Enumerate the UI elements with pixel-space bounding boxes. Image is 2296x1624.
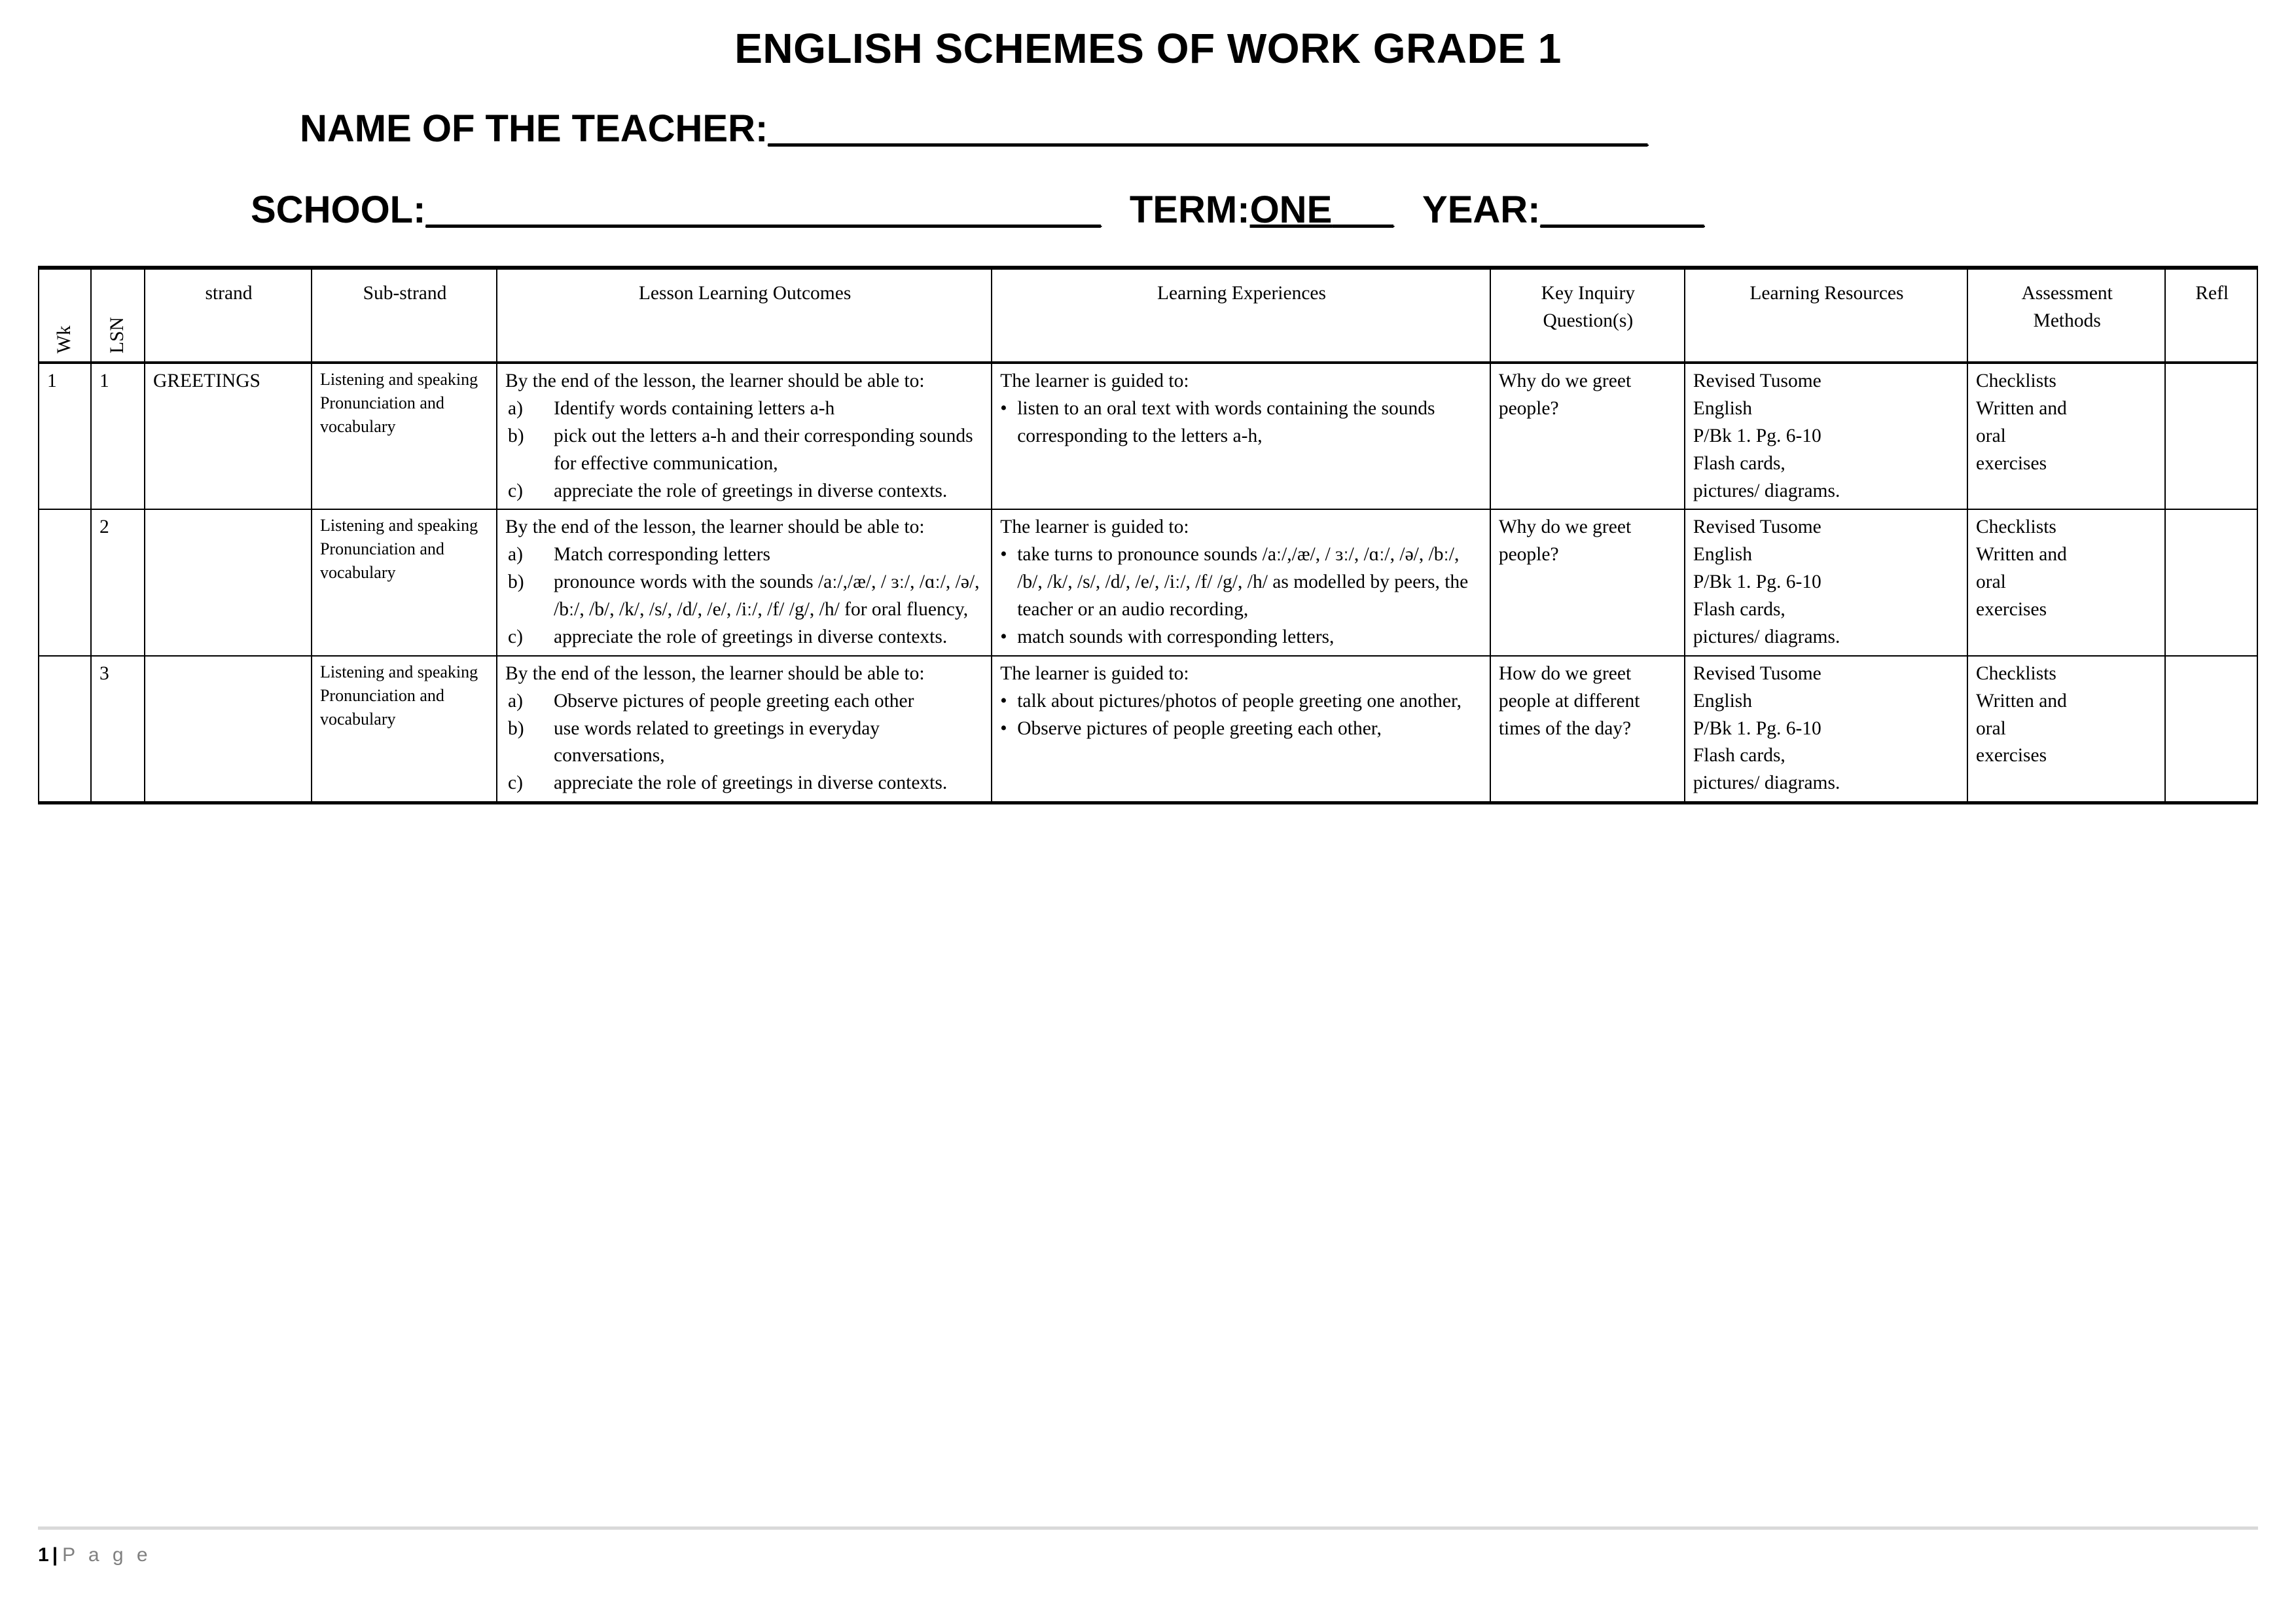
- cell-week: [39, 656, 91, 803]
- year-blank[interactable]: ________: [1540, 189, 1704, 231]
- cell-learning-outcomes: [497, 363, 992, 509]
- cell-learning-outcomes: [497, 656, 992, 803]
- cell-learning-resources: [1685, 509, 1967, 655]
- column-header-inquiry: Key Inquiry Question(s): [1490, 268, 1685, 363]
- outcome-marker: c): [508, 480, 523, 501]
- experience-item: • Observe pictures of people greeting each other,: [1000, 715, 1483, 743]
- column-header-resources: Learning Resources: [1685, 268, 1967, 363]
- outcome-marker: a): [508, 397, 523, 419]
- experience-item: • match sounds with corresponding letters,: [1000, 624, 1483, 651]
- outcome-item: c) appreciate the role of greetings in diverse contexts.: [505, 624, 984, 651]
- outcomes-lead: By the end of the lesson, the learner should be able to:: [505, 662, 925, 684]
- footer-separator: |: [52, 1544, 59, 1566]
- outcome-marker: a): [508, 544, 523, 566]
- experiences-list: [1000, 541, 1483, 651]
- bullet-icon: •: [1000, 690, 1007, 712]
- schemes-of-work-table: [38, 266, 2258, 804]
- column-header-experiences: Learning Experiences: [992, 268, 1490, 363]
- assessment-line: Checklists: [1976, 516, 2056, 538]
- assessment-line: Written and: [1976, 690, 2067, 712]
- cell-key-inquiry-question: How do we greet people at different times of the day?: [1490, 656, 1685, 803]
- resource-line: Revised Tusome: [1693, 516, 1821, 538]
- assessment-line: Written and: [1976, 397, 2067, 419]
- outcome-item: a) Match corresponding letters: [505, 541, 984, 569]
- footer-page-word: P a g e: [62, 1544, 152, 1566]
- cell-lesson: 2: [91, 509, 145, 655]
- cell-assessment-methods: [1967, 509, 2165, 655]
- footer-page-number: 1: [38, 1544, 50, 1566]
- table-row: [39, 509, 2257, 655]
- cell-lesson: 1: [91, 363, 145, 509]
- cell-lesson: 3: [91, 656, 145, 803]
- teacher-field-line: [38, 69, 2258, 148]
- outcome-marker: b): [508, 571, 524, 593]
- resource-line: English: [1693, 544, 1753, 566]
- resource-line: Flash cards,: [1693, 452, 1785, 474]
- assessment-line: oral: [1976, 571, 2006, 593]
- cell-learning-experiences: [992, 656, 1490, 803]
- experiences-list: [1000, 395, 1483, 450]
- column-header-refl: Refl: [2165, 268, 2257, 363]
- term-value[interactable]: ONE: [1249, 189, 1333, 231]
- teacher-label: NAME OF THE TEACHER:: [300, 107, 768, 150]
- term-label: TERM:: [1129, 189, 1250, 231]
- outcome-item: c) appreciate the role of greetings in diverse contexts.: [505, 478, 984, 505]
- resource-line: Flash cards,: [1693, 745, 1785, 767]
- column-header-assessment: Assessment Methods: [1967, 268, 2165, 363]
- cell-learning-experiences: [992, 363, 1490, 509]
- column-header-wk: Wk: [39, 268, 91, 363]
- bullet-icon: •: [1000, 544, 1007, 566]
- cell-learning-outcomes: [497, 509, 992, 655]
- school-blank[interactable]: _________________________________: [425, 189, 1101, 231]
- cell-key-inquiry-question: Why do we greet people?: [1490, 509, 1685, 655]
- cell-key-inquiry-question: Why do we greet people?: [1490, 363, 1685, 509]
- assessment-line: exercises: [1976, 452, 2047, 474]
- outcome-item: b) use words related to greetings in everyday conversations,: [505, 715, 984, 770]
- cell-substrand: Listening and speaking Pronunciation and vocabulary: [312, 656, 497, 803]
- outcomes-list: [505, 688, 984, 798]
- cell-refl: [2165, 363, 2257, 509]
- outcomes-lead: By the end of the lesson, the learner should be able to:: [505, 370, 925, 391]
- cell-strand: [145, 656, 312, 803]
- column-header-lsn: LSN: [91, 268, 145, 363]
- cell-assessment-methods: [1967, 363, 2165, 509]
- outcomes-list: [505, 541, 984, 651]
- year-label: YEAR:: [1422, 189, 1541, 231]
- table-row: [39, 363, 2257, 509]
- cell-strand: [145, 509, 312, 655]
- page-footer: [38, 1526, 2258, 1566]
- resource-line: English: [1693, 397, 1753, 419]
- cell-learning-experiences: [992, 509, 1490, 655]
- assessment-line: exercises: [1976, 745, 2047, 767]
- cell-assessment-methods: [1967, 656, 2165, 803]
- cell-week: 1: [39, 363, 91, 509]
- term-blank[interactable]: ___: [1332, 189, 1394, 231]
- outcome-marker: b): [508, 425, 524, 446]
- outcome-item: a) Observe pictures of people greeting each other: [505, 688, 984, 715]
- resource-line: Revised Tusome: [1693, 662, 1821, 684]
- cell-refl: [2165, 656, 2257, 803]
- experience-item: • take turns to pronounce sounds /aː/,/æ/, / ɜː/, /ɑː/, /ə/, /bː/, /b/, /k/, /s/, /d/, /e/, /iː/, /f/ /g/, /h/ as modelled by peers, the teacher or an audio recording,: [1000, 541, 1483, 624]
- experience-item: • listen to an oral text with words containing the sounds corresponding to the letters a-h,: [1000, 395, 1483, 450]
- cell-learning-resources: [1685, 363, 1967, 509]
- resource-line: P/Bk 1. Pg. 6-10: [1693, 717, 1821, 739]
- assessment-line: Checklists: [1976, 662, 2056, 684]
- assessment-line: Written and: [1976, 544, 2067, 566]
- assessment-line: oral: [1976, 717, 2006, 739]
- experience-item: • talk about pictures/photos of people greeting one another,: [1000, 688, 1483, 715]
- resource-line: pictures/ diagrams.: [1693, 480, 1840, 501]
- outcome-marker: c): [508, 626, 523, 647]
- table-body: [39, 363, 2257, 803]
- outcomes-lead: By the end of the lesson, the learner should be able to:: [505, 516, 925, 538]
- table-header-row: [39, 268, 2257, 363]
- experiences-lead: The learner is guided to:: [1000, 370, 1189, 391]
- bullet-icon: •: [1000, 626, 1007, 647]
- column-header-strand: strand: [145, 268, 312, 363]
- outcomes-list: [505, 395, 984, 505]
- bullet-icon: •: [1000, 717, 1007, 739]
- experiences-lead: The learner is guided to:: [1000, 662, 1189, 684]
- outcome-marker: a): [508, 690, 523, 712]
- cell-strand: GREETINGS: [145, 363, 312, 509]
- resource-line: pictures/ diagrams.: [1693, 626, 1840, 647]
- cell-substrand: Listening and speaking Pronunciation and vocabulary: [312, 509, 497, 655]
- cell-substrand: Listening and speaking Pronunciation and vocabulary: [312, 363, 497, 509]
- resource-line: English: [1693, 690, 1753, 712]
- school-label: SCHOOL:: [251, 189, 426, 231]
- resource-line: P/Bk 1. Pg. 6-10: [1693, 425, 1821, 446]
- outcome-item: c) appreciate the role of greetings in diverse contexts.: [505, 770, 984, 797]
- outcome-marker: b): [508, 717, 524, 739]
- assessment-line: oral: [1976, 425, 2006, 446]
- bullet-icon: •: [1000, 397, 1007, 419]
- assessment-line: exercises: [1976, 599, 2047, 620]
- column-header-substrand: Sub-strand: [312, 268, 497, 363]
- resource-line: Revised Tusome: [1693, 370, 1821, 391]
- outcome-item: b) pick out the letters a-h and their corresponding sounds for effective communication,: [505, 423, 984, 478]
- outcome-marker: c): [508, 772, 523, 794]
- table-row: [39, 656, 2257, 803]
- school-term-year-line: [38, 148, 2258, 229]
- cell-week: [39, 509, 91, 655]
- assessment-line: Checklists: [1976, 370, 2056, 391]
- column-header-outcomes: Lesson Learning Outcomes: [497, 268, 992, 363]
- outcome-item: a) Identify words containing letters a-h: [505, 395, 984, 423]
- experiences-list: [1000, 688, 1483, 743]
- cell-learning-resources: [1685, 656, 1967, 803]
- cell-refl: [2165, 509, 2257, 655]
- resource-line: P/Bk 1. Pg. 6-10: [1693, 571, 1821, 593]
- resource-line: Flash cards,: [1693, 599, 1785, 620]
- page-title: ENGLISH SCHEMES OF WORK GRADE 1: [734, 25, 1562, 72]
- outcome-item: b) pronounce words with the sounds /aː/,/æ/, / ɜː/, /ɑː/, /ə/, /bː/, /b/, /k/, /s/, /d/, /e/, /iː/, /f/ /g/, /h/ for oral fluency,: [505, 569, 984, 624]
- footer-page-indicator: [38, 1530, 2258, 1566]
- experiences-lead: The learner is guided to:: [1000, 516, 1189, 538]
- teacher-blank[interactable]: ___________________________________________: [768, 107, 1648, 150]
- resource-line: pictures/ diagrams.: [1693, 772, 1840, 794]
